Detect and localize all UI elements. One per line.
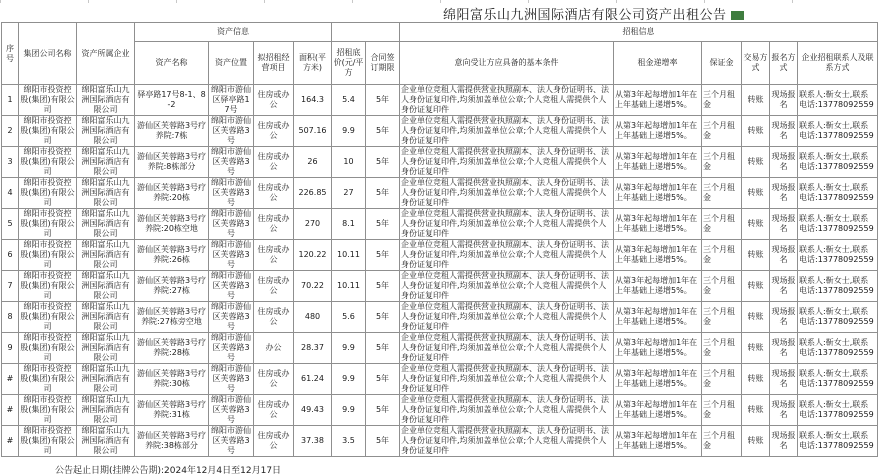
cell-area: 37.38 (294, 426, 332, 457)
header-owner-company: 资产所属企业 (77, 23, 135, 85)
cell-seq: # (2, 426, 19, 457)
cell-contract-term: 5年 (366, 116, 400, 147)
cell-signup-method: 现场报名 (770, 116, 798, 147)
cell-conditions: 企业单位竞租人需提供营业执照副本、法人身份证明书、法人身份证复印件,均须加盖单位公章;个人竞租人需提供个人身份证复印件 (400, 209, 614, 240)
cell-conditions: 企业单位竞租人需提供营业执照副本、法人身份证明书、法人身份证复印件,均须加盖单位公章;个人竞租人需提供个人身份证复印件 (400, 271, 614, 302)
cell-area: 226.85 (294, 178, 332, 209)
cell-contract-term: 5年 (366, 364, 400, 395)
cell-asset-location: 绵阳市游仙区芙蓉路3号 (209, 178, 254, 209)
cell-project: 住房或办公 (254, 178, 294, 209)
cell-contract-term: 5年 (366, 426, 400, 457)
cell-trade-method: 转账 (742, 85, 770, 116)
cell-rent-increase: 从第3年起每增加1年在上年基础上递增5%。 (614, 116, 702, 147)
cell-trade-method: 转账 (742, 178, 770, 209)
cell-group-company: 绵阳市投资控股(集团)有限公司 (20, 271, 75, 300)
cell-group-company: 绵阳市投资控股(集团)有限公司 (20, 209, 75, 238)
cell-base-price: 3.5 (332, 426, 366, 457)
cell-conditions: 企业单位竞租人需提供营业执照副本、法人身份证明书、法人身份证复印件,均须加盖单位公章;个人竞租人需提供个人身份证复印件 (400, 426, 614, 457)
cell-contract-term: 5年 (366, 240, 400, 271)
cell-seq: 6 (2, 240, 19, 271)
cell-project: 住房或办公 (254, 147, 294, 178)
cell-base-price: 9.9 (332, 395, 366, 426)
cell-trade-method: 转账 (742, 209, 770, 240)
cell-asset-location: 绵阳市游仙区芙蓉路3号 (209, 271, 254, 302)
cell-group-company: 绵阳市投资控股(集团)有限公司 (20, 395, 75, 424)
cell-asset-location: 绵阳市游仙区芙蓉路3号 (209, 426, 254, 457)
cell-rent-increase: 从第3年起每增加1年在上年基础上递增5%。 (614, 333, 702, 364)
cell-owner-company: 绵阳富乐山九洲国际酒店有限公司 (77, 209, 135, 240)
cell-conditions: 企业单位竞租人需提供营业执照副本、法人身份证明书、法人身份证复印件,均须加盖单位公章;个人竞租人需提供个人身份证复印件 (400, 333, 614, 364)
header-area: 面积(平方米) (294, 42, 332, 85)
cell-contract-term: 5年 (366, 333, 400, 364)
header-conditions: 意向受让方应具备的基本条件 (400, 42, 614, 85)
cell-project: 住房或办公 (254, 395, 294, 426)
cell-contact: 联系人:靳女士,联系电话:13778092559 (798, 85, 878, 116)
cell-area: 164.3 (294, 85, 332, 116)
cell-contract-term: 5年 (366, 209, 400, 240)
asset-rental-table (1, 22, 878, 457)
cell-asset-location: 绵阳市游仙区驿亭路17号 (209, 85, 254, 116)
cell-conditions: 企业单位竞租人需提供营业执照副本、法人身份证明书、法人身份证复印件,均须加盖单位公章;个人竞租人需提供个人身份证复印件 (400, 147, 614, 178)
cell-seq: 2 (2, 116, 19, 147)
cell-contract-term: 5年 (366, 271, 400, 302)
table-row (2, 178, 878, 209)
cell-asset-name: 游仙区芙蓉路3号疗养院:28栋 (135, 333, 209, 364)
cell-conditions: 企业单位竞租人需提供营业执照副本、法人身份证明书、法人身份证复印件,均须加盖单位公章;个人竞租人需提供个人身份证复印件 (400, 178, 614, 209)
cell-contact: 联系人:靳女士,联系电话:13778092559 (798, 240, 878, 271)
cell-base-price: 9.9 (332, 333, 366, 364)
header-seq: 序号 (2, 23, 19, 85)
cell-owner-company: 绵阳富乐山九洲国际酒店有限公司 (77, 395, 135, 426)
cell-signup-method: 现场报名 (770, 302, 798, 333)
header-group-company: 集团公司名称 (19, 23, 77, 85)
cell-contract-term: 5年 (366, 85, 400, 116)
cell-seq: 9 (2, 333, 19, 364)
table-row (2, 395, 878, 426)
cell-base-price: 10.11 (332, 240, 366, 271)
cell-asset-location: 绵阳市游仙区芙蓉路3号 (209, 364, 254, 395)
table-row (2, 271, 878, 302)
cell-group-company: 绵阳市投资控股(集团)有限公司 (20, 333, 75, 362)
cell-project: 办公 (254, 333, 294, 364)
table-header (2, 23, 878, 85)
cell-trade-method: 转账 (742, 333, 770, 364)
cell-deposit: 三个月租金 (702, 364, 742, 395)
page-title (443, 4, 744, 23)
cell-deposit: 三个月租金 (702, 240, 742, 271)
header-asset-name: 资产名称 (135, 42, 209, 85)
cell-project: 住房或办公 (254, 116, 294, 147)
cell-asset-name: 驿亭路17号8-1、8-2 (135, 85, 209, 116)
cell-conditions: 企业单位竞租人需提供营业执照副本、法人身份证明书、法人身份证复印件,均须加盖单位公章;个人竞租人需提供个人身份证复印件 (400, 302, 614, 333)
cell-owner-company: 绵阳富乐山九洲国际酒店有限公司 (77, 271, 135, 302)
cell-trade-method: 转账 (742, 240, 770, 271)
table-row (2, 333, 878, 364)
cell-deposit: 三个月租金 (702, 85, 742, 116)
cell-trade-method: 转账 (742, 271, 770, 302)
header-signup-method: 报名方式 (770, 42, 798, 85)
cell-area: 480 (294, 302, 332, 333)
cell-contact: 联系人:靳女士,联系电话:13778092559 (798, 116, 878, 147)
table-row (2, 209, 878, 240)
cell-area: 61.24 (294, 364, 332, 395)
cell-seq: # (2, 395, 19, 426)
cell-contract-term: 5年 (366, 395, 400, 426)
cell-seq: 5 (2, 209, 19, 240)
cell-owner-company: 绵阳富乐山九洲国际酒店有限公司 (77, 302, 135, 333)
cell-trade-method: 转账 (742, 395, 770, 426)
cell-group-company: 绵阳市投资控股(集团)有限公司 (20, 364, 75, 393)
cell-rent-increase: 从第3年起每增加1年在上年基础上递增5%。 (614, 302, 702, 333)
cell-trade-method: 转账 (742, 426, 770, 457)
cell-base-price: 27 (332, 178, 366, 209)
cell-deposit: 三个月租金 (702, 395, 742, 426)
cell-contact: 联系人:靳女士,联系电话:13778092559 (798, 209, 878, 240)
cell-seq: 4 (2, 178, 19, 209)
cell-deposit: 三个月租金 (702, 333, 742, 364)
cell-asset-location: 绵阳市游仙区芙蓉路3号 (209, 147, 254, 178)
cell-owner-company: 绵阳富乐山九洲国际酒店有限公司 (77, 178, 135, 209)
cell-base-price: 10.11 (332, 271, 366, 302)
cell-asset-location: 绵阳市游仙区芙蓉路3号 (209, 116, 254, 147)
cell-asset-name: 游仙区芙蓉路3号疗养院:27栋旁空地 (135, 302, 209, 333)
cell-rent-increase: 从第3年起每增加1年在上年基础上递增5%。 (614, 364, 702, 395)
cell-contact: 联系人:靳女士,联系电话:13778092559 (798, 364, 878, 395)
cell-project: 住房或办公 (254, 240, 294, 271)
cell-group-company: 绵阳市投资控股(集团)有限公司 (20, 85, 75, 114)
cell-contract-term: 5年 (366, 302, 400, 333)
cell-signup-method: 现场报名 (770, 85, 798, 116)
cell-asset-name: 游仙区芙蓉路3号疗养院:26栋 (135, 240, 209, 271)
cell-rent-increase: 从第3年起每增加1年在上年基础上递增5%。 (614, 147, 702, 178)
cell-trade-method: 转账 (742, 302, 770, 333)
cell-asset-name: 游仙区芙蓉路3号疗养院:20栋空地 (135, 209, 209, 240)
page-title-text: 绵阳富乐山九洲国际酒店有限公司资产出租公告 (443, 8, 727, 23)
cell-signup-method: 现场报名 (770, 426, 798, 457)
cell-asset-name: 游仙区芙蓉路3号疗养院:8栋部分 (135, 147, 209, 178)
cell-asset-name: 游仙区芙蓉路3号疗养院:7栋 (135, 116, 209, 147)
cell-group-company: 绵阳市投资控股(集团)有限公司 (20, 240, 75, 269)
cell-base-price: 9.9 (332, 364, 366, 395)
cell-trade-method: 转账 (742, 147, 770, 178)
cell-group-company: 绵阳市投资控股(集团)有限公司 (20, 116, 75, 145)
cell-contact: 联系人:靳女士,联系电话:13778092559 (798, 395, 878, 426)
table-row (2, 426, 878, 457)
cell-area: 507.16 (294, 116, 332, 147)
cell-deposit: 三个月租金 (702, 178, 742, 209)
cell-contract-term: 5年 (366, 178, 400, 209)
cell-asset-name: 游仙区芙蓉路3号疗养院:38栋部分 (135, 426, 209, 457)
cell-asset-location: 绵阳市游仙区芙蓉路3号 (209, 395, 254, 426)
header-rent-increase: 租金递增率 (614, 42, 702, 85)
cell-owner-company: 绵阳富乐山九洲国际酒店有限公司 (77, 240, 135, 271)
cell-asset-location: 绵阳市游仙区芙蓉路3号 (209, 333, 254, 364)
cell-base-price: 10 (332, 147, 366, 178)
cell-trade-method: 转账 (742, 364, 770, 395)
cell-project: 住房或办公 (254, 209, 294, 240)
cell-signup-method: 现场报名 (770, 364, 798, 395)
cell-conditions: 企业单位竞租人需提供营业执照副本、法人身份证明书、法人身份证复印件,均须加盖单位公章;个人竞租人需提供个人身份证复印件 (400, 395, 614, 426)
header-rental-info-group: 招租信息 (400, 23, 878, 42)
cell-contact: 联系人:靳女士,联系电话:13778092559 (798, 426, 878, 457)
cell-owner-company: 绵阳富乐山九洲国际酒店有限公司 (77, 426, 135, 457)
cell-rent-increase: 从第3年起每增加1年在上年基础上递增5%。 (614, 395, 702, 426)
header-deposit: 保证金 (702, 42, 742, 85)
announcement-period: 公告起止日期(挂牌公告期):2024年12月4日至12月17日 (55, 466, 282, 476)
cell-asset-name: 游仙区芙蓉路3号疗养院:27栋 (135, 271, 209, 302)
cell-trade-method: 转账 (742, 116, 770, 147)
cell-base-price: 5.4 (332, 85, 366, 116)
cell-base-price: 8.1 (332, 209, 366, 240)
cell-deposit: 三个月租金 (702, 302, 742, 333)
cell-seq: 7 (2, 271, 19, 302)
cell-seq: 1 (2, 85, 19, 116)
cell-asset-location: 绵阳市游仙区芙蓉路3号 (209, 240, 254, 271)
table-row (2, 116, 878, 147)
cell-area: 49.43 (294, 395, 332, 426)
cell-asset-name: 游仙区芙蓉路3号疗养院:30栋 (135, 364, 209, 395)
cell-base-price: 5.6 (332, 302, 366, 333)
table-body (2, 85, 878, 457)
cell-area: 70.22 (294, 271, 332, 302)
cell-signup-method: 现场报名 (770, 271, 798, 302)
cell-conditions: 企业单位竞租人需提供营业执照副本、法人身份证明书、法人身份证复印件,均须加盖单位公章;个人竞租人需提供个人身份证复印件 (400, 85, 614, 116)
cell-rent-increase: 从第3年起每增加1年在上年基础上递增5%。 (614, 271, 702, 302)
header-row-groups (2, 23, 878, 42)
header-asset-info-group: 资产信息 (135, 23, 332, 42)
table-row (2, 240, 878, 271)
cell-rent-increase: 从第3年起每增加1年在上年基础上递增5%。 (614, 85, 702, 116)
cell-group-company: 绵阳市投资控股(集团)有限公司 (20, 178, 75, 207)
cell-group-company: 绵阳市投资控股(集团)有限公司 (20, 426, 75, 455)
cell-project: 住房或办公 (254, 426, 294, 457)
cell-conditions: 企业单位竞租人需提供营业执照副本、法人身份证明书、法人身份证复印件,均须加盖单位公章;个人竞租人需提供个人身份证复印件 (400, 240, 614, 271)
cell-signup-method: 现场报名 (770, 333, 798, 364)
cell-area: 26 (294, 147, 332, 178)
cell-deposit: 三个月租金 (702, 209, 742, 240)
cell-group-company: 绵阳市投资控股(集团)有限公司 (20, 147, 75, 176)
cell-signup-method: 现场报名 (770, 147, 798, 178)
cell-asset-name: 游仙区芙蓉路3号疗养院:20栋 (135, 178, 209, 209)
cell-contact: 联系人:靳女士,联系电话:13778092559 (798, 333, 878, 364)
cell-owner-company: 绵阳富乐山九洲国际酒店有限公司 (77, 116, 135, 147)
cell-rent-increase: 从第3年起每增加1年在上年基础上递增5%。 (614, 209, 702, 240)
cell-owner-company: 绵阳富乐山九洲国际酒店有限公司 (77, 364, 135, 395)
cell-group-company: 绵阳市投资控股(集团)有限公司 (20, 302, 75, 331)
title-green-marker (731, 11, 744, 20)
cell-rent-increase: 从第3年起每增加1年在上年基础上递增5%。 (614, 178, 702, 209)
header-asset-location: 资产位置 (209, 42, 254, 85)
cell-contract-term: 5年 (366, 147, 400, 178)
cell-contact: 联系人:靳女士,联系电话:13778092559 (798, 302, 878, 333)
cell-owner-company: 绵阳富乐山九洲国际酒店有限公司 (77, 147, 135, 178)
header-trade-method: 交易方式 (742, 42, 770, 85)
table-row (2, 147, 878, 178)
cell-signup-method: 现场报名 (770, 240, 798, 271)
cell-owner-company: 绵阳富乐山九洲国际酒店有限公司 (77, 333, 135, 364)
cell-area: 120.22 (294, 240, 332, 271)
header-empty-group (332, 23, 400, 42)
cell-area: 270 (294, 209, 332, 240)
cell-conditions: 企业单位竞租人需提供营业执照副本、法人身份证明书、法人身份证复印件,均须加盖单位公章;个人竞租人需提供个人身份证复印件 (400, 364, 614, 395)
cell-asset-location: 绵阳市游仙区芙蓉路3号 (209, 302, 254, 333)
cell-conditions: 企业单位竞租人需提供营业执照副本、法人身份证明书、法人身份证复印件,均须加盖单位公章;个人竞租人需提供个人身份证复印件 (400, 116, 614, 147)
cell-deposit: 三个月租金 (702, 147, 742, 178)
cell-deposit: 三个月租金 (702, 271, 742, 302)
cell-deposit: 三个月租金 (702, 426, 742, 457)
header-base-price: 招租底价(元/平方 (332, 42, 366, 85)
cell-asset-location: 绵阳市游仙区芙蓉路3号 (209, 209, 254, 240)
cell-rent-increase: 从第3年起每增加1年在上年基础上递增5%。 (614, 240, 702, 271)
cell-project: 住房或办公 (254, 271, 294, 302)
header-contact: 企业招租联系人及联系方式 (798, 42, 878, 85)
table-row (2, 364, 878, 395)
cell-project: 住房或办公 (254, 364, 294, 395)
cell-signup-method: 现场报名 (770, 178, 798, 209)
table-row (2, 85, 878, 116)
header-contract-term: 合同签订期限 (366, 42, 400, 85)
title-row (0, 0, 880, 22)
cell-contact: 联系人:靳女士,联系电话:13778092559 (798, 147, 878, 178)
cell-signup-method: 现场报名 (770, 395, 798, 426)
header-project: 拟招租经营项目 (254, 42, 294, 85)
cell-contact: 联系人:靳女士,联系电话:13778092559 (798, 271, 878, 302)
cell-seq: 3 (2, 147, 19, 178)
cell-area: 28.37 (294, 333, 332, 364)
cell-base-price: 9.9 (332, 116, 366, 147)
cell-project: 住房或办公 (254, 85, 294, 116)
cell-seq: # (2, 364, 19, 395)
table-row (2, 302, 878, 333)
cell-signup-method: 现场报名 (770, 209, 798, 240)
cell-asset-name: 游仙区芙蓉路3号疗养院:31栋 (135, 395, 209, 426)
cell-deposit: 三个月租金 (702, 116, 742, 147)
cell-rent-increase: 从第3年起每增加1年在上年基础上递增5%。 (614, 426, 702, 457)
cell-owner-company: 绵阳富乐山九洲国际酒店有限公司 (77, 85, 135, 116)
cell-project: 住房或办公 (254, 302, 294, 333)
cell-contact: 联系人:靳女士,联系电话:13778092559 (798, 178, 878, 209)
cell-seq: 8 (2, 302, 19, 333)
